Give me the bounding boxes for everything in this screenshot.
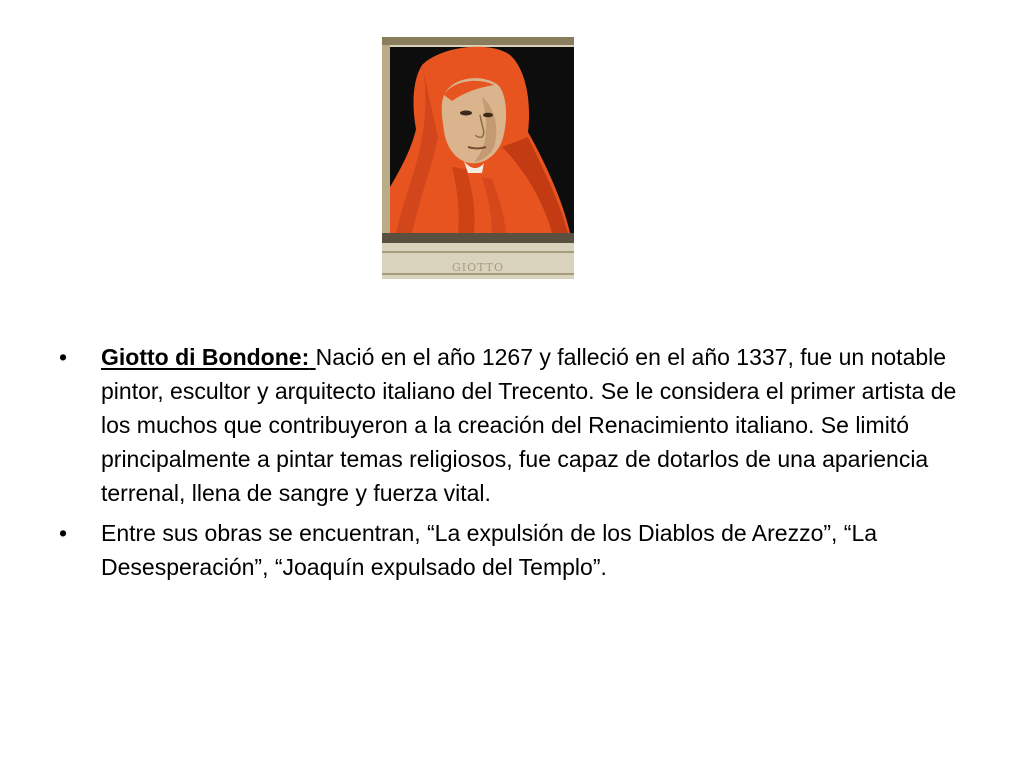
bullet-marker: • — [59, 344, 68, 370]
bullet-term: Giotto di Bondone: — [101, 344, 310, 370]
bullet-item — [0, 516, 1024, 584]
bullet-text: Nació en el año 1267 y falleció en el año 1337, fue un notable pintor, escultor y arquitecto italiano del Trecento. Se le considera el primer artista de los muchos que contribuyeron a la creación del Renacimiento italiano. Se limitó principalmente a pintar temas religiosos, fue capaz de dotarlos de una apariencia terrenal, llena de sangre y fuerza vital. — [101, 344, 957, 506]
giotto-portrait-image — [382, 37, 574, 279]
bullet-marker: • — [59, 520, 68, 546]
bullet-list — [0, 340, 1024, 590]
bullet-item — [0, 340, 1024, 510]
portrait-inscription: GIOTTO — [451, 261, 505, 274]
bullet-text: Entre sus obras se encuentran, “La expulsión de los Diablos de Arezzo”, “La Desesperación”, “Joaquín expulsado del Templo”. — [101, 520, 878, 580]
